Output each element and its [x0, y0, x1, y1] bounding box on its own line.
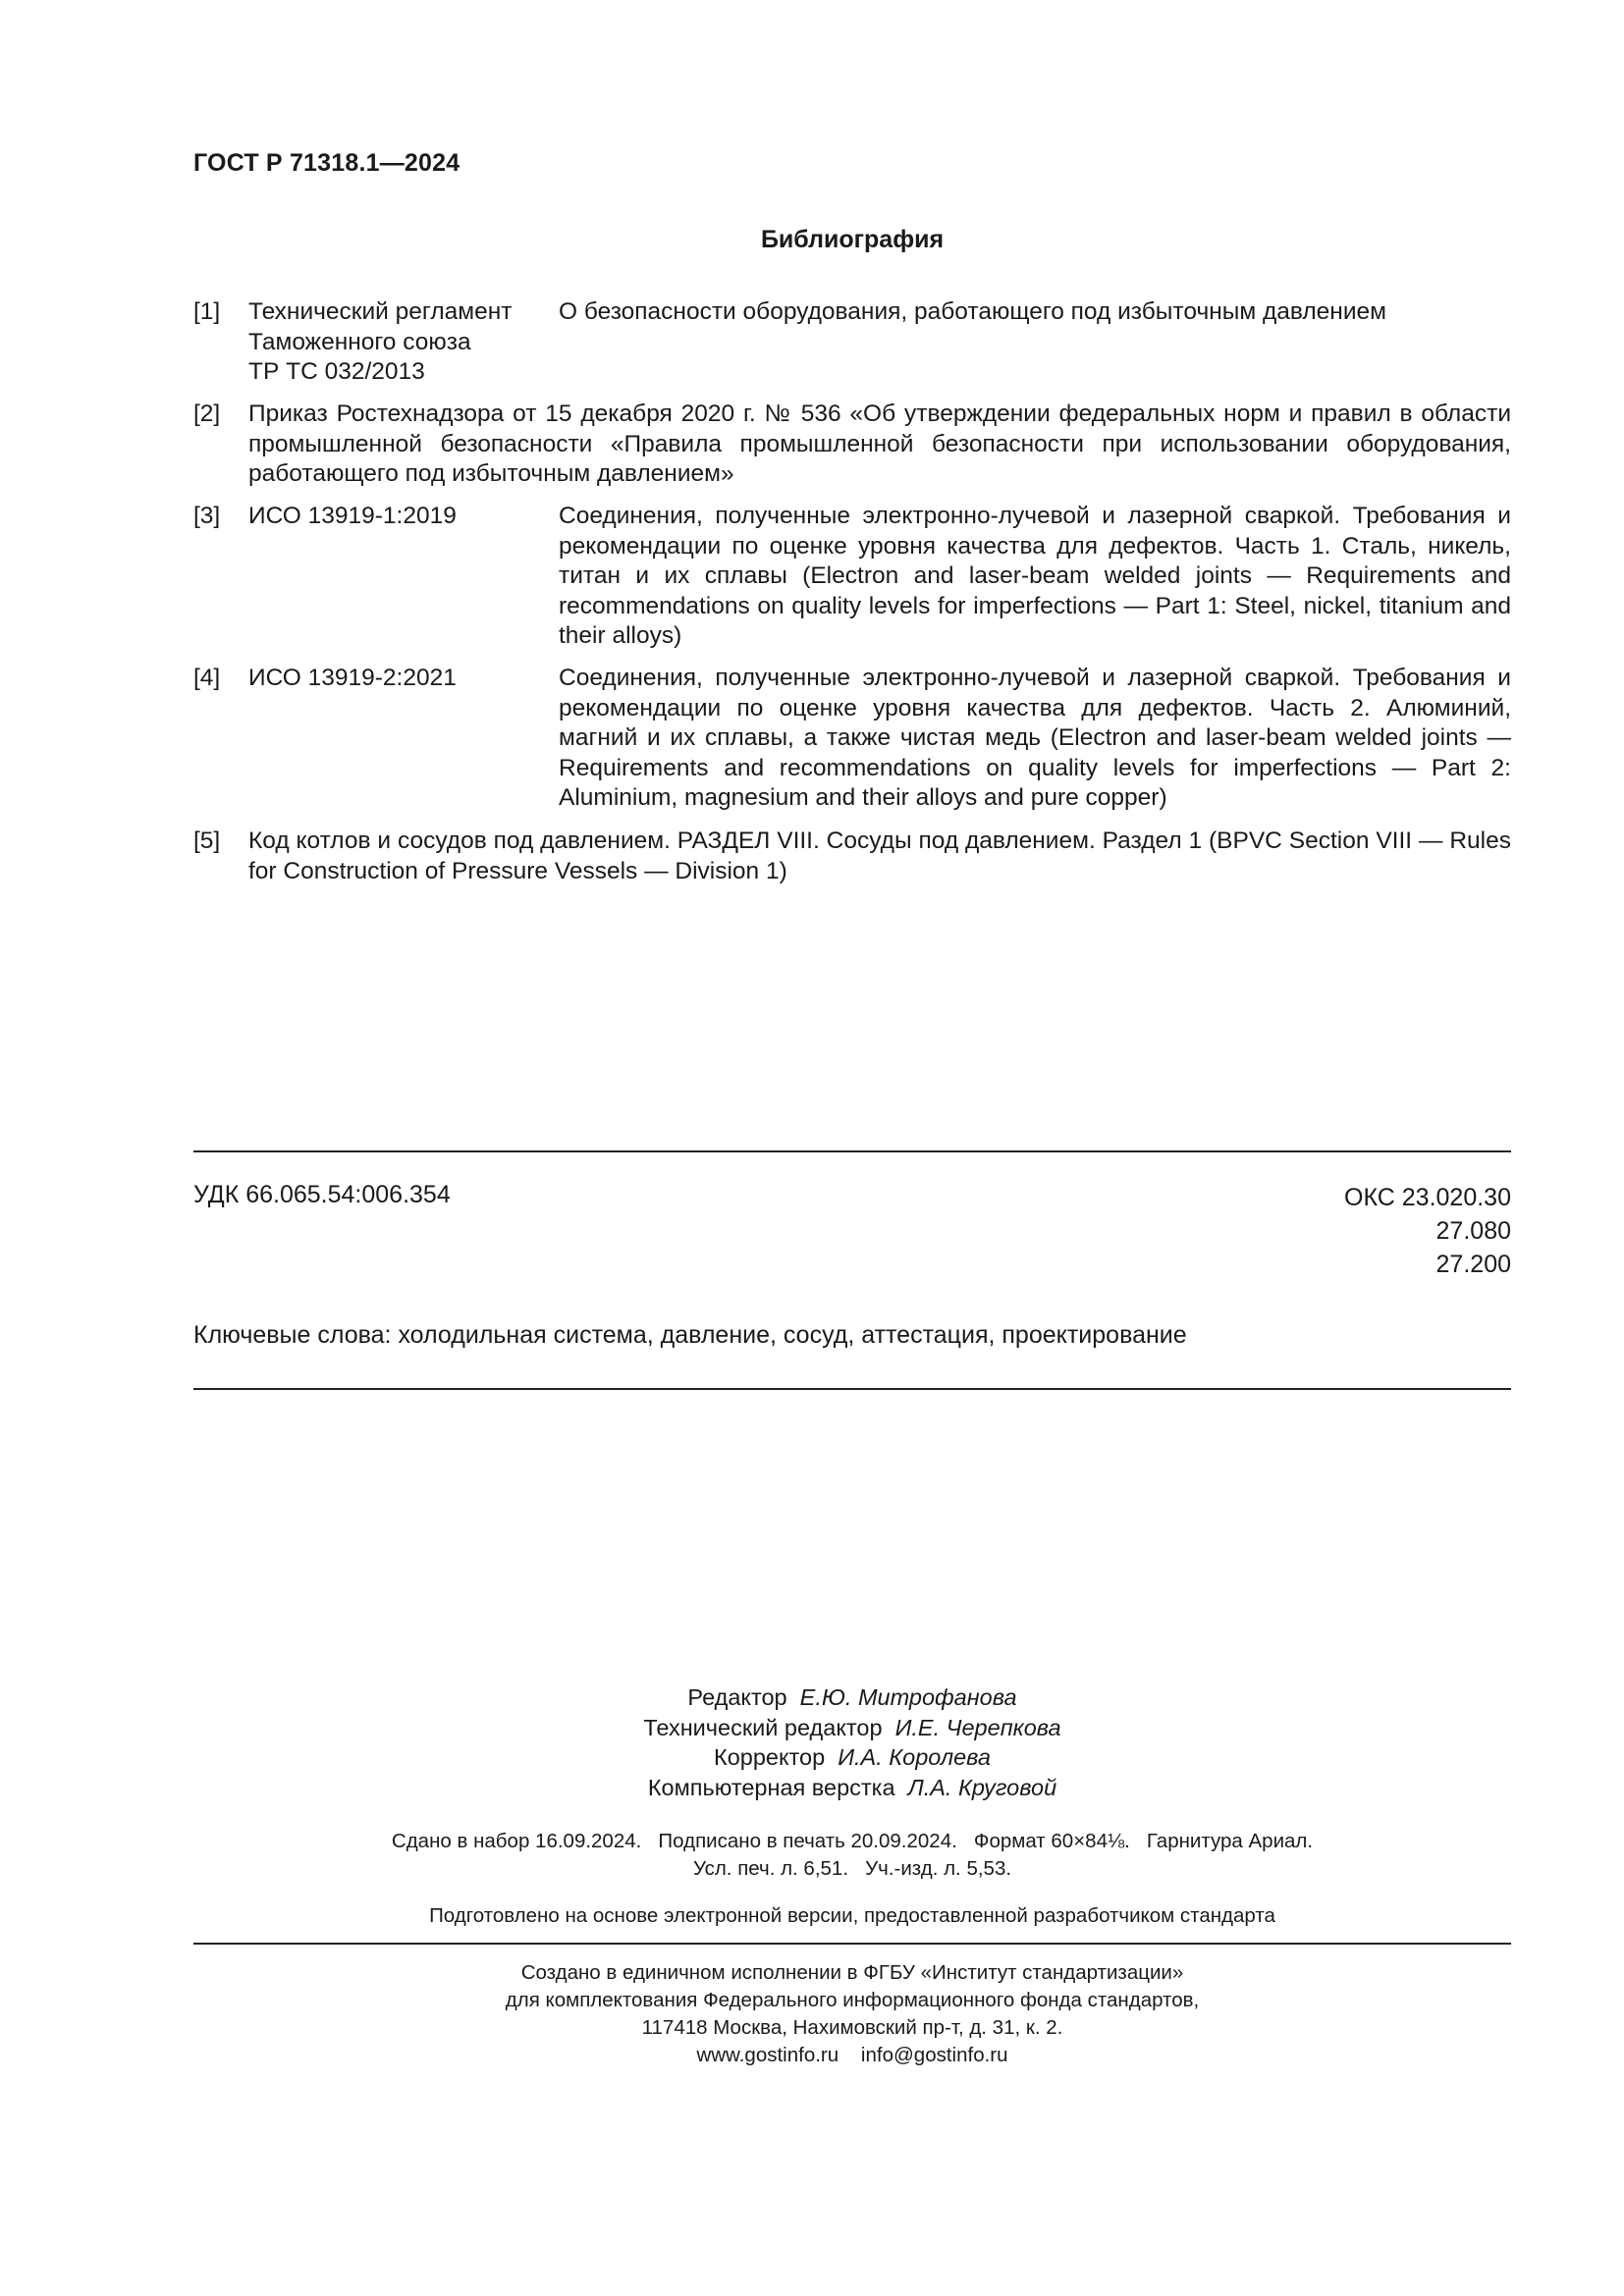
credits [193, 1682, 1511, 1802]
credit-name: И.А. Королева [838, 1744, 991, 1770]
publisher-contacts: www.gostinfo.ru info@gostinfo.ru [696, 2044, 1008, 2066]
credit-name: Л.А. Круговой [907, 1774, 1057, 1800]
credit-name: Е.Ю. Митрофанова [799, 1684, 1017, 1710]
publisher-info [193, 1959, 1511, 2069]
source-line: Таможенного союза [248, 328, 471, 355]
divider [193, 1388, 1511, 1390]
entry-number: [5] [193, 828, 221, 854]
entry-source [248, 502, 553, 532]
entry-number: [2] [193, 400, 221, 427]
source-line: ИСО 13919-1:2019 [248, 503, 457, 529]
document-code: ГОСТ Р 71318.1—2024 [193, 149, 460, 177]
print-info-line: Усл. печ. л. 6,51. Уч.-изд. л. 5,53. [692, 1857, 1012, 1880]
oks-code: 27.080 [1435, 1217, 1511, 1245]
entry-number: [4] [193, 665, 221, 691]
entry-source [248, 297, 553, 388]
source-line: ИСО 13919-2:2021 [248, 665, 457, 691]
credit-line [193, 1773, 1511, 1803]
entry-number: [1] [193, 298, 221, 325]
publisher-line: для комплектования Федерального информационного фонда стандартов, [505, 1989, 1200, 2011]
keywords: Ключевые слова: холодильная система, давление, сосуд, аттестация, проектирование [193, 1321, 1187, 1349]
divider [193, 1150, 1511, 1152]
credit-line [193, 1713, 1511, 1743]
credit-role: Технический редактор [643, 1714, 883, 1740]
section-title: Библиография [760, 226, 945, 253]
bibliography-entry [193, 827, 1511, 887]
entry-title: Соединения, полученные электронно-лучевой и лазерной сваркой. Требования и рекомендации по оценке уровня качества для дефектов. Часть 2. Алюминий, магний и их сплавы, а также чистая медь (Electron and laser-beam welded joints — Requirements and recommendations on quality levels for imperfections — Part 2: Aluminium, magnesium and their alloys and pure copper) [559, 665, 1511, 811]
print-info [193, 1828, 1511, 1883]
oks-code: 27.200 [1435, 1251, 1511, 1278]
udk-code: УДК 66.065.54:006.354 [193, 1181, 451, 1208]
source-line: ТР ТС 032/2013 [248, 358, 425, 385]
publisher-line: Создано в единичном исполнении в ФГБУ «Институт стандартизации» [520, 1961, 1184, 1984]
oks-codes [1344, 1181, 1511, 1281]
source-line: Технический регламент [248, 298, 513, 325]
entry-title: Соединения, полученные электронно-лучевой и лазерной сваркой. Требования и рекомендации по оценке уровня качества для дефектов. Часть 1. Сталь, никель, титан и их сплавы (Electron and laser-beam welded joints — Requirements and recommendations on quality levels for imperfections — Part 1: Steel, nickel, titanium and their alloys) [559, 503, 1511, 649]
entry-title: О безопасности оборудования, работающего под избыточным давлением [559, 298, 1386, 325]
bibliography-entry [193, 502, 1511, 651]
print-info-line: Сдано в набор 16.09.2024. Подписано в печать 20.09.2024. Формат 60×84⅛. Гарнитура Ариал. [391, 1830, 1314, 1852]
divider [193, 1943, 1511, 1945]
document-page [193, 0, 1511, 2296]
credit-line [193, 1682, 1511, 1713]
entry-text: Приказ Ростехнадзора от 15 декабря 2020 г. № 536 «Об утверждении федеральных норм и правил в области промышленной безопасности «Правила промышленной безопасности при использовании оборудования, работающего под избыточным давлением» [248, 400, 1511, 487]
bibliography-entry [193, 297, 1511, 388]
credit-line [193, 1742, 1511, 1773]
entry-number: [3] [193, 503, 221, 529]
oks-code: ОКС 23.020.30 [1344, 1184, 1511, 1211]
bibliography-entry [193, 400, 1511, 490]
entry-text: Код котлов и сосудов под давлением. РАЗДЕЛ VIII. Сосуды под давлением. Раздел 1 (BPVC Section VIII — Rules for Construction of Pressure Vessels — Division 1) [248, 828, 1511, 884]
credit-role: Корректор [714, 1744, 826, 1770]
bibliography-entry [193, 664, 1511, 813]
credit-role: Редактор [687, 1684, 787, 1710]
credit-role: Компьютерная верстка [647, 1774, 895, 1800]
credit-name: И.Е. Черепкова [894, 1714, 1061, 1740]
entry-source [248, 664, 553, 694]
prepared-note: Подготовлено на основе электронной версии, предоставленной разработчиком стандарта [429, 1904, 1275, 1927]
publisher-line: 117418 Москва, Нахимовский пр-т, д. 31, к. 2. [641, 2016, 1063, 2039]
